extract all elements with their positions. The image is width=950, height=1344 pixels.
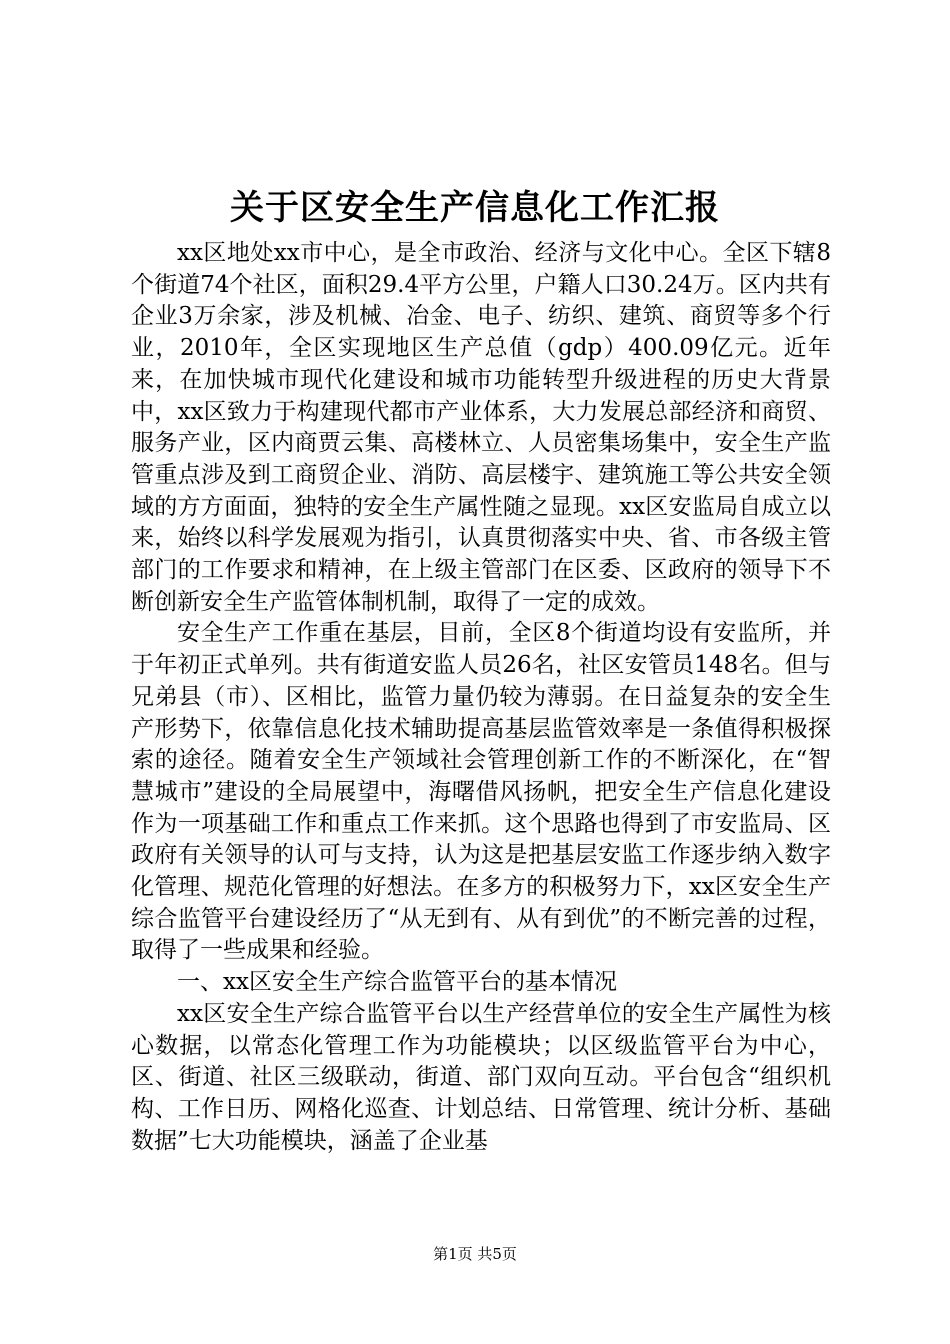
section-paragraph: xx区安全生产综合监管平台以生产经营单位的安全生产属性为核心数据，以常态化管理工作为功能模块；以区级监管平台为中心，区、街道、社区三级联动，街道、部门双向互动。平台包含“组织机构、工作日历、网格化巡查、计划总结、日常管理、统计分析、基础数据”七大功能模块，涵盖了企业基 — [131, 1000, 831, 1154]
document-title: 关于区安全生产信息化工作汇报 — [230, 188, 720, 228]
section-heading: 一、xx区安全生产综合监管平台的基本情况 — [177, 969, 617, 996]
page-indicator: 第1页 共5页 — [433, 1245, 517, 1263]
body-paragraph: xx区地处xx市中心，是全市政治、经济与文化中心。全区下辖8个街道74个社区，面积29.4平方公里，户籍人口30.24万。区内共有企业3万余家，涉及机械、冶金、电子、纺织、建筑、商贸等多个行业，2010年，全区实现地区生产总值（gdp）400.09亿元。近年来，在加快城市现代化建设和城市功能转型升级进程的历史大背景中，xx区致力于构建现代都市产业体系，大力发展总部经济和商贸、服务产业，区内商贾云集、高楼林立、人员密集场集中，安全生产监管重点涉及到工商贸企业、消防、高层楼宇、建筑施工等公共安全领域的方方面面，独特的安全生产属性随之显现。xx区安监局自成立以来，始终以科学发展观为指引，认真贯彻落实中央、省、市各级主管部门的工作要求和精神，在上级主管部门在区委、区政府的领导下不断创新安全生产监管体制机制，取得了一定的成效。 — [131, 240, 831, 615]
body-paragraph: 安全生产工作重在基层，目前，全区8个街道均设有安监所，并于年初正式单列。共有街道安监人员26名，社区安管员148名。但与兄弟县（市）、区相比，监管力量仍较为薄弱。在日益复杂的安全生产形势下，依靠信息化技术辅助提高基层监管效率是一条值得积极探索的途径。随着安全生产领域社会管理创新工作的不断深化，在“智慧城市”建设的全局展望中，海曙借风扬帆，把安全生产信息化建设作为一项基础工作和重点工作来抓。这个思路也得到了市安监局、区政府有关领导的认可与支持，认为这是把基层安监工作逐步纳入数字化管理、规范化管理的好想法。在多方的积极努力下，xx区安全生产综合监管平台建设经历了“从无到有、从有到优”的不断完善的过程，取得了一些成果和经验。 — [131, 620, 831, 964]
document-body — [131, 238, 831, 1157]
page-footer — [0, 1244, 950, 1264]
